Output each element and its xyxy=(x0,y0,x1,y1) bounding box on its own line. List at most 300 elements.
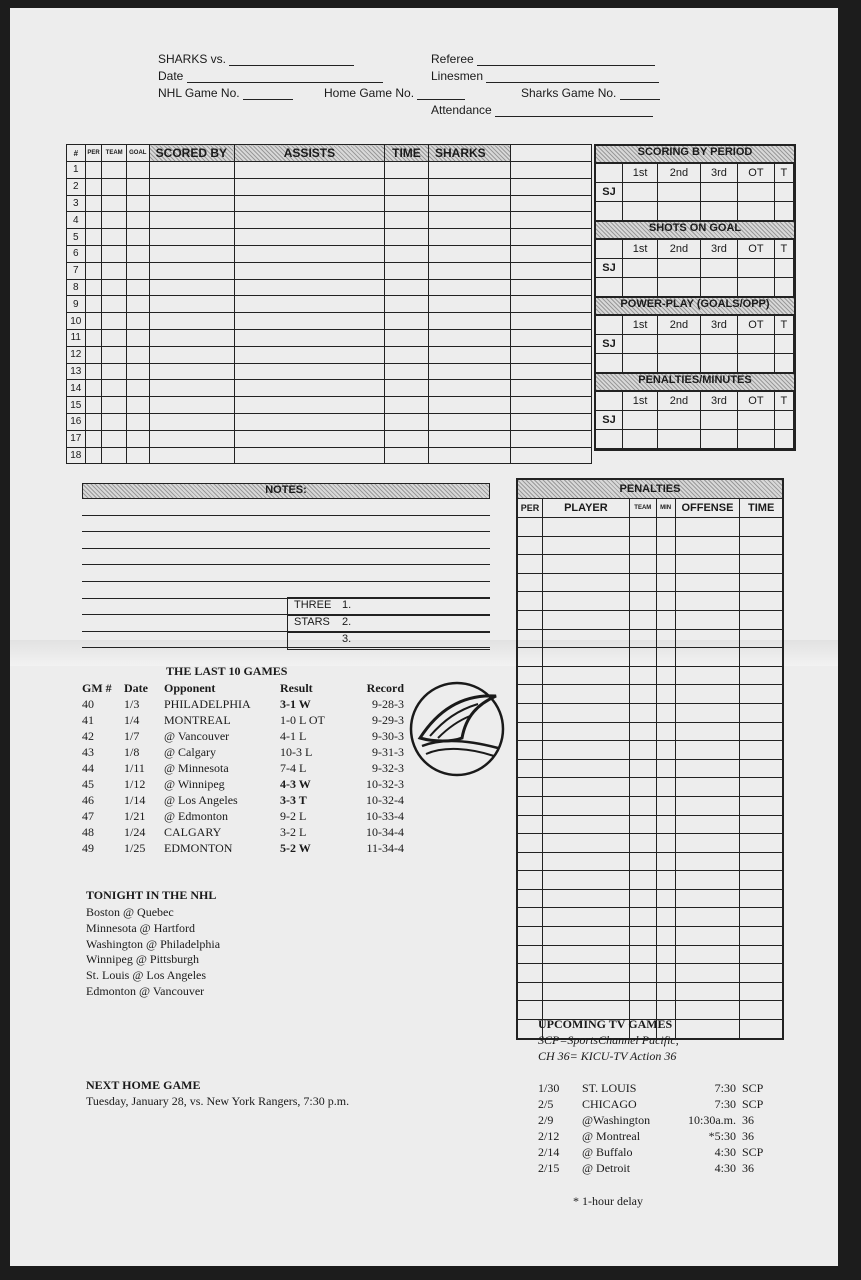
period-cell[interactable] xyxy=(700,202,738,221)
penalty-cell[interactable] xyxy=(542,871,629,890)
scoring-cell[interactable] xyxy=(85,447,102,464)
note-line[interactable] xyxy=(82,516,490,533)
penalty-cell[interactable] xyxy=(656,871,675,890)
scoring-cell[interactable] xyxy=(85,346,102,363)
penalty-cell[interactable] xyxy=(542,945,629,964)
scoring-cell[interactable] xyxy=(85,279,102,296)
scoring-cell[interactable] xyxy=(511,447,592,464)
penalty-cell[interactable] xyxy=(675,518,740,537)
scoring-cell[interactable] xyxy=(126,279,149,296)
penalty-cell[interactable] xyxy=(517,518,542,537)
penalty-cell[interactable] xyxy=(675,1001,740,1020)
penalty-cell[interactable] xyxy=(517,964,542,983)
penalty-cell[interactable] xyxy=(740,1020,783,1039)
scoring-cell[interactable] xyxy=(102,397,127,414)
penalty-cell[interactable] xyxy=(675,982,740,1001)
penalty-cell[interactable] xyxy=(517,759,542,778)
scoring-cell[interactable] xyxy=(149,212,234,229)
penalty-cell[interactable] xyxy=(542,796,629,815)
period-cell[interactable] xyxy=(623,202,658,221)
scoring-cell[interactable] xyxy=(126,229,149,246)
scoring-cell[interactable] xyxy=(429,178,511,195)
penalty-cell[interactable] xyxy=(656,610,675,629)
scoring-cell[interactable] xyxy=(429,447,511,464)
scoring-cell[interactable] xyxy=(234,346,384,363)
scoring-cell[interactable] xyxy=(429,279,511,296)
scoring-cell[interactable] xyxy=(126,296,149,313)
penalty-cell[interactable] xyxy=(542,592,629,611)
penalty-cell[interactable] xyxy=(675,592,740,611)
scoring-cell[interactable] xyxy=(85,397,102,414)
scoring-cell[interactable] xyxy=(149,380,234,397)
period-cell[interactable] xyxy=(738,183,774,202)
scoring-cell[interactable] xyxy=(234,229,384,246)
penalty-cell[interactable] xyxy=(629,908,656,927)
scoring-cell[interactable] xyxy=(384,262,428,279)
scoring-cell[interactable] xyxy=(85,430,102,447)
scoring-cell[interactable] xyxy=(511,229,592,246)
penalty-cell[interactable] xyxy=(542,573,629,592)
scoring-cell[interactable] xyxy=(102,162,127,179)
penalty-cell[interactable] xyxy=(542,815,629,834)
penalty-cell[interactable] xyxy=(517,648,542,667)
scoring-cell[interactable] xyxy=(126,245,149,262)
scoring-cell[interactable] xyxy=(429,262,511,279)
scoring-cell[interactable] xyxy=(234,447,384,464)
scoring-cell[interactable] xyxy=(102,212,127,229)
period-cell[interactable] xyxy=(623,335,658,354)
penalty-cell[interactable] xyxy=(740,648,783,667)
scoring-cell[interactable] xyxy=(511,195,592,212)
scoring-cell[interactable] xyxy=(511,313,592,330)
penalty-cell[interactable] xyxy=(629,852,656,871)
scoring-cell[interactable] xyxy=(102,430,127,447)
penalty-cell[interactable] xyxy=(656,555,675,574)
scoring-cell[interactable] xyxy=(234,430,384,447)
penalty-cell[interactable] xyxy=(629,666,656,685)
penalty-cell[interactable] xyxy=(542,610,629,629)
note-line[interactable] xyxy=(82,499,490,516)
period-cell[interactable] xyxy=(738,411,774,430)
scoring-cell[interactable] xyxy=(511,380,592,397)
period-cell[interactable] xyxy=(623,430,658,449)
scoring-cell[interactable] xyxy=(234,397,384,414)
penalty-cell[interactable] xyxy=(517,685,542,704)
scoring-cell[interactable] xyxy=(126,413,149,430)
scoring-cell[interactable] xyxy=(511,178,592,195)
scoring-cell[interactable] xyxy=(384,279,428,296)
penalty-cell[interactable] xyxy=(675,778,740,797)
scoring-cell[interactable] xyxy=(384,397,428,414)
penalty-cell[interactable] xyxy=(740,592,783,611)
penalty-cell[interactable] xyxy=(740,982,783,1001)
scoring-cell[interactable] xyxy=(234,195,384,212)
penalty-cell[interactable] xyxy=(656,703,675,722)
period-cell[interactable] xyxy=(774,335,793,354)
penalty-cell[interactable] xyxy=(517,573,542,592)
scoring-cell[interactable] xyxy=(149,162,234,179)
penalty-cell[interactable] xyxy=(740,852,783,871)
penalty-cell[interactable] xyxy=(629,648,656,667)
penalty-cell[interactable] xyxy=(656,592,675,611)
penalty-cell[interactable] xyxy=(517,555,542,574)
scoring-cell[interactable] xyxy=(384,212,428,229)
penalty-cell[interactable] xyxy=(740,555,783,574)
scoring-cell[interactable] xyxy=(85,363,102,380)
penalty-cell[interactable] xyxy=(656,573,675,592)
penalty-cell[interactable] xyxy=(517,741,542,760)
scoring-cell[interactable] xyxy=(102,329,127,346)
scoring-cell[interactable] xyxy=(511,363,592,380)
scoring-cell[interactable] xyxy=(429,229,511,246)
penalty-cell[interactable] xyxy=(675,871,740,890)
scoring-cell[interactable] xyxy=(234,279,384,296)
penalty-cell[interactable] xyxy=(542,834,629,853)
scoring-cell[interactable] xyxy=(429,346,511,363)
penalty-cell[interactable] xyxy=(675,703,740,722)
scoring-cell[interactable] xyxy=(234,380,384,397)
penalty-cell[interactable] xyxy=(629,815,656,834)
scoring-cell[interactable] xyxy=(102,262,127,279)
scoring-cell[interactable] xyxy=(429,195,511,212)
period-cell[interactable] xyxy=(738,278,774,297)
scoring-cell[interactable] xyxy=(429,363,511,380)
period-cell[interactable] xyxy=(738,259,774,278)
scoring-cell[interactable] xyxy=(85,262,102,279)
scoring-cell[interactable] xyxy=(126,195,149,212)
period-cell[interactable] xyxy=(700,278,738,297)
penalty-cell[interactable] xyxy=(517,536,542,555)
scoring-cell[interactable] xyxy=(234,329,384,346)
scoring-cell[interactable] xyxy=(149,329,234,346)
penalty-cell[interactable] xyxy=(656,629,675,648)
penalty-cell[interactable] xyxy=(656,796,675,815)
scoring-cell[interactable] xyxy=(149,397,234,414)
penalty-cell[interactable] xyxy=(740,518,783,537)
scoring-cell[interactable] xyxy=(234,296,384,313)
penalty-cell[interactable] xyxy=(675,741,740,760)
scoring-cell[interactable] xyxy=(85,212,102,229)
scoring-cell[interactable] xyxy=(384,245,428,262)
penalty-cell[interactable] xyxy=(656,889,675,908)
penalty-cell[interactable] xyxy=(629,722,656,741)
period-cell[interactable] xyxy=(774,202,793,221)
scoring-cell[interactable] xyxy=(384,447,428,464)
scoring-cell[interactable] xyxy=(429,212,511,229)
scoring-cell[interactable] xyxy=(102,380,127,397)
scoring-cell[interactable] xyxy=(429,313,511,330)
penalty-cell[interactable] xyxy=(517,796,542,815)
penalty-cell[interactable] xyxy=(542,908,629,927)
penalty-cell[interactable] xyxy=(629,573,656,592)
period-cell[interactable] xyxy=(623,411,658,430)
penalty-cell[interactable] xyxy=(656,536,675,555)
penalty-cell[interactable] xyxy=(629,834,656,853)
penalty-cell[interactable] xyxy=(517,629,542,648)
period-cell[interactable] xyxy=(658,411,700,430)
penalty-cell[interactable] xyxy=(629,927,656,946)
scoring-cell[interactable] xyxy=(429,397,511,414)
scoring-cell[interactable] xyxy=(384,178,428,195)
penalty-cell[interactable] xyxy=(517,927,542,946)
period-cell[interactable] xyxy=(596,430,623,449)
scoring-cell[interactable] xyxy=(511,262,592,279)
scoring-cell[interactable] xyxy=(126,447,149,464)
scoring-cell[interactable] xyxy=(126,162,149,179)
penalty-cell[interactable] xyxy=(517,666,542,685)
period-cell[interactable] xyxy=(700,411,738,430)
scoring-cell[interactable] xyxy=(511,413,592,430)
scoring-cell[interactable] xyxy=(85,413,102,430)
penalty-cell[interactable] xyxy=(542,666,629,685)
scoring-cell[interactable] xyxy=(429,430,511,447)
penalty-cell[interactable] xyxy=(542,889,629,908)
scoring-cell[interactable] xyxy=(234,363,384,380)
scoring-cell[interactable] xyxy=(511,296,592,313)
period-cell[interactable] xyxy=(774,259,793,278)
penalty-cell[interactable] xyxy=(542,759,629,778)
scoring-cell[interactable] xyxy=(126,178,149,195)
scoring-cell[interactable] xyxy=(234,313,384,330)
scoring-cell[interactable] xyxy=(384,162,428,179)
scoring-cell[interactable] xyxy=(149,413,234,430)
scoring-cell[interactable] xyxy=(429,329,511,346)
period-cell[interactable] xyxy=(774,278,793,297)
scoring-cell[interactable] xyxy=(102,447,127,464)
penalty-cell[interactable] xyxy=(675,945,740,964)
penalty-cell[interactable] xyxy=(740,834,783,853)
scoring-cell[interactable] xyxy=(85,329,102,346)
penalty-cell[interactable] xyxy=(517,592,542,611)
scoring-cell[interactable] xyxy=(149,346,234,363)
scoring-cell[interactable] xyxy=(149,447,234,464)
penalty-cell[interactable] xyxy=(517,610,542,629)
penalty-cell[interactable] xyxy=(675,685,740,704)
period-cell[interactable] xyxy=(623,278,658,297)
penalty-cell[interactable] xyxy=(629,629,656,648)
scoring-cell[interactable] xyxy=(102,195,127,212)
penalty-cell[interactable] xyxy=(629,610,656,629)
penalty-cell[interactable] xyxy=(675,610,740,629)
penalty-cell[interactable] xyxy=(629,741,656,760)
scoring-cell[interactable] xyxy=(234,245,384,262)
scoring-cell[interactable] xyxy=(85,229,102,246)
scoring-cell[interactable] xyxy=(149,313,234,330)
penalty-cell[interactable] xyxy=(740,945,783,964)
penalty-cell[interactable] xyxy=(542,852,629,871)
scoring-cell[interactable] xyxy=(102,245,127,262)
period-cell[interactable] xyxy=(658,259,700,278)
penalty-cell[interactable] xyxy=(629,945,656,964)
period-cell[interactable] xyxy=(596,278,623,297)
scoring-cell[interactable] xyxy=(126,363,149,380)
period-cell[interactable] xyxy=(774,183,793,202)
scoring-cell[interactable] xyxy=(126,212,149,229)
scoring-cell[interactable] xyxy=(429,296,511,313)
penalty-cell[interactable] xyxy=(740,759,783,778)
period-cell[interactable] xyxy=(738,202,774,221)
scoring-cell[interactable] xyxy=(149,178,234,195)
scoring-cell[interactable] xyxy=(234,262,384,279)
penalty-cell[interactable] xyxy=(656,964,675,983)
scoring-cell[interactable] xyxy=(102,296,127,313)
penalty-cell[interactable] xyxy=(517,834,542,853)
scoring-cell[interactable] xyxy=(384,363,428,380)
period-cell[interactable] xyxy=(700,430,738,449)
penalty-cell[interactable] xyxy=(542,536,629,555)
period-cell[interactable] xyxy=(774,411,793,430)
penalty-cell[interactable] xyxy=(740,703,783,722)
penalty-cell[interactable] xyxy=(675,908,740,927)
penalty-cell[interactable] xyxy=(740,796,783,815)
scoring-cell[interactable] xyxy=(234,212,384,229)
scoring-cell[interactable] xyxy=(384,346,428,363)
penalty-cell[interactable] xyxy=(740,927,783,946)
penalty-cell[interactable] xyxy=(740,964,783,983)
scoring-cell[interactable] xyxy=(511,346,592,363)
penalty-cell[interactable] xyxy=(629,685,656,704)
penalty-cell[interactable] xyxy=(675,573,740,592)
scoring-cell[interactable] xyxy=(126,346,149,363)
penalty-cell[interactable] xyxy=(740,536,783,555)
penalty-cell[interactable] xyxy=(740,871,783,890)
period-cell[interactable] xyxy=(700,335,738,354)
scoring-cell[interactable] xyxy=(85,245,102,262)
penalty-cell[interactable] xyxy=(740,629,783,648)
penalty-cell[interactable] xyxy=(656,666,675,685)
penalty-cell[interactable] xyxy=(656,945,675,964)
scoring-cell[interactable] xyxy=(234,162,384,179)
scoring-cell[interactable] xyxy=(126,329,149,346)
scoring-cell[interactable] xyxy=(511,279,592,296)
note-line[interactable] xyxy=(82,549,490,566)
scoring-cell[interactable] xyxy=(149,262,234,279)
penalty-cell[interactable] xyxy=(675,852,740,871)
scoring-cell[interactable] xyxy=(511,329,592,346)
scoring-cell[interactable] xyxy=(429,162,511,179)
penalty-cell[interactable] xyxy=(542,927,629,946)
penalty-cell[interactable] xyxy=(675,629,740,648)
period-cell[interactable] xyxy=(658,183,700,202)
period-cell[interactable] xyxy=(658,335,700,354)
penalty-cell[interactable] xyxy=(629,592,656,611)
scoring-cell[interactable] xyxy=(234,178,384,195)
penalty-cell[interactable] xyxy=(629,778,656,797)
penalty-cell[interactable] xyxy=(656,685,675,704)
scoring-cell[interactable] xyxy=(234,413,384,430)
penalty-cell[interactable] xyxy=(517,852,542,871)
penalty-cell[interactable] xyxy=(740,722,783,741)
scoring-cell[interactable] xyxy=(384,313,428,330)
penalty-cell[interactable] xyxy=(675,648,740,667)
scoring-cell[interactable] xyxy=(126,430,149,447)
penalty-cell[interactable] xyxy=(542,741,629,760)
penalty-cell[interactable] xyxy=(656,982,675,1001)
penalty-cell[interactable] xyxy=(740,908,783,927)
penalty-cell[interactable] xyxy=(629,536,656,555)
penalty-cell[interactable] xyxy=(629,889,656,908)
penalty-cell[interactable] xyxy=(517,778,542,797)
scoring-cell[interactable] xyxy=(149,296,234,313)
penalty-cell[interactable] xyxy=(675,1020,740,1039)
penalty-cell[interactable] xyxy=(542,648,629,667)
penalty-cell[interactable] xyxy=(517,722,542,741)
scoring-cell[interactable] xyxy=(102,178,127,195)
penalty-cell[interactable] xyxy=(542,518,629,537)
penalty-cell[interactable] xyxy=(656,852,675,871)
penalty-cell[interactable] xyxy=(542,982,629,1001)
scoring-cell[interactable] xyxy=(149,279,234,296)
penalty-cell[interactable] xyxy=(629,518,656,537)
scoring-cell[interactable] xyxy=(429,380,511,397)
penalty-cell[interactable] xyxy=(656,759,675,778)
period-cell[interactable] xyxy=(738,335,774,354)
penalty-cell[interactable] xyxy=(675,555,740,574)
scoring-cell[interactable] xyxy=(85,162,102,179)
penalty-cell[interactable] xyxy=(675,796,740,815)
scoring-cell[interactable] xyxy=(384,329,428,346)
note-line[interactable] xyxy=(82,532,490,549)
penalty-cell[interactable] xyxy=(656,722,675,741)
penalty-cell[interactable] xyxy=(629,703,656,722)
scoring-cell[interactable] xyxy=(149,245,234,262)
scoring-cell[interactable] xyxy=(511,162,592,179)
penalty-cell[interactable] xyxy=(656,815,675,834)
penalty-cell[interactable] xyxy=(542,629,629,648)
penalty-cell[interactable] xyxy=(675,759,740,778)
scoring-cell[interactable] xyxy=(384,229,428,246)
scoring-cell[interactable] xyxy=(102,346,127,363)
scoring-cell[interactable] xyxy=(149,195,234,212)
penalty-cell[interactable] xyxy=(517,815,542,834)
penalty-cell[interactable] xyxy=(542,778,629,797)
penalty-cell[interactable] xyxy=(675,666,740,685)
scoring-cell[interactable] xyxy=(149,363,234,380)
penalty-cell[interactable] xyxy=(629,796,656,815)
scoring-cell[interactable] xyxy=(511,245,592,262)
scoring-cell[interactable] xyxy=(126,313,149,330)
penalty-cell[interactable] xyxy=(656,518,675,537)
period-cell[interactable] xyxy=(700,259,738,278)
scoring-cell[interactable] xyxy=(384,296,428,313)
scoring-cell[interactable] xyxy=(126,262,149,279)
period-cell[interactable] xyxy=(596,202,623,221)
penalty-cell[interactable] xyxy=(542,964,629,983)
penalty-cell[interactable] xyxy=(656,648,675,667)
scoring-cell[interactable] xyxy=(102,313,127,330)
period-cell[interactable] xyxy=(658,430,700,449)
scoring-cell[interactable] xyxy=(384,430,428,447)
period-cell[interactable] xyxy=(658,202,700,221)
scoring-cell[interactable] xyxy=(85,178,102,195)
penalty-cell[interactable] xyxy=(656,908,675,927)
scoring-cell[interactable] xyxy=(85,380,102,397)
period-cell[interactable] xyxy=(658,354,700,373)
penalty-cell[interactable] xyxy=(542,703,629,722)
penalty-cell[interactable] xyxy=(740,610,783,629)
period-cell[interactable] xyxy=(700,354,738,373)
scoring-cell[interactable] xyxy=(102,279,127,296)
penalty-cell[interactable] xyxy=(517,945,542,964)
period-cell[interactable] xyxy=(596,354,623,373)
penalty-cell[interactable] xyxy=(517,908,542,927)
scoring-cell[interactable] xyxy=(384,195,428,212)
penalty-cell[interactable] xyxy=(629,871,656,890)
period-cell[interactable] xyxy=(774,430,793,449)
scoring-cell[interactable] xyxy=(511,397,592,414)
penalty-cell[interactable] xyxy=(656,778,675,797)
scoring-cell[interactable] xyxy=(85,313,102,330)
